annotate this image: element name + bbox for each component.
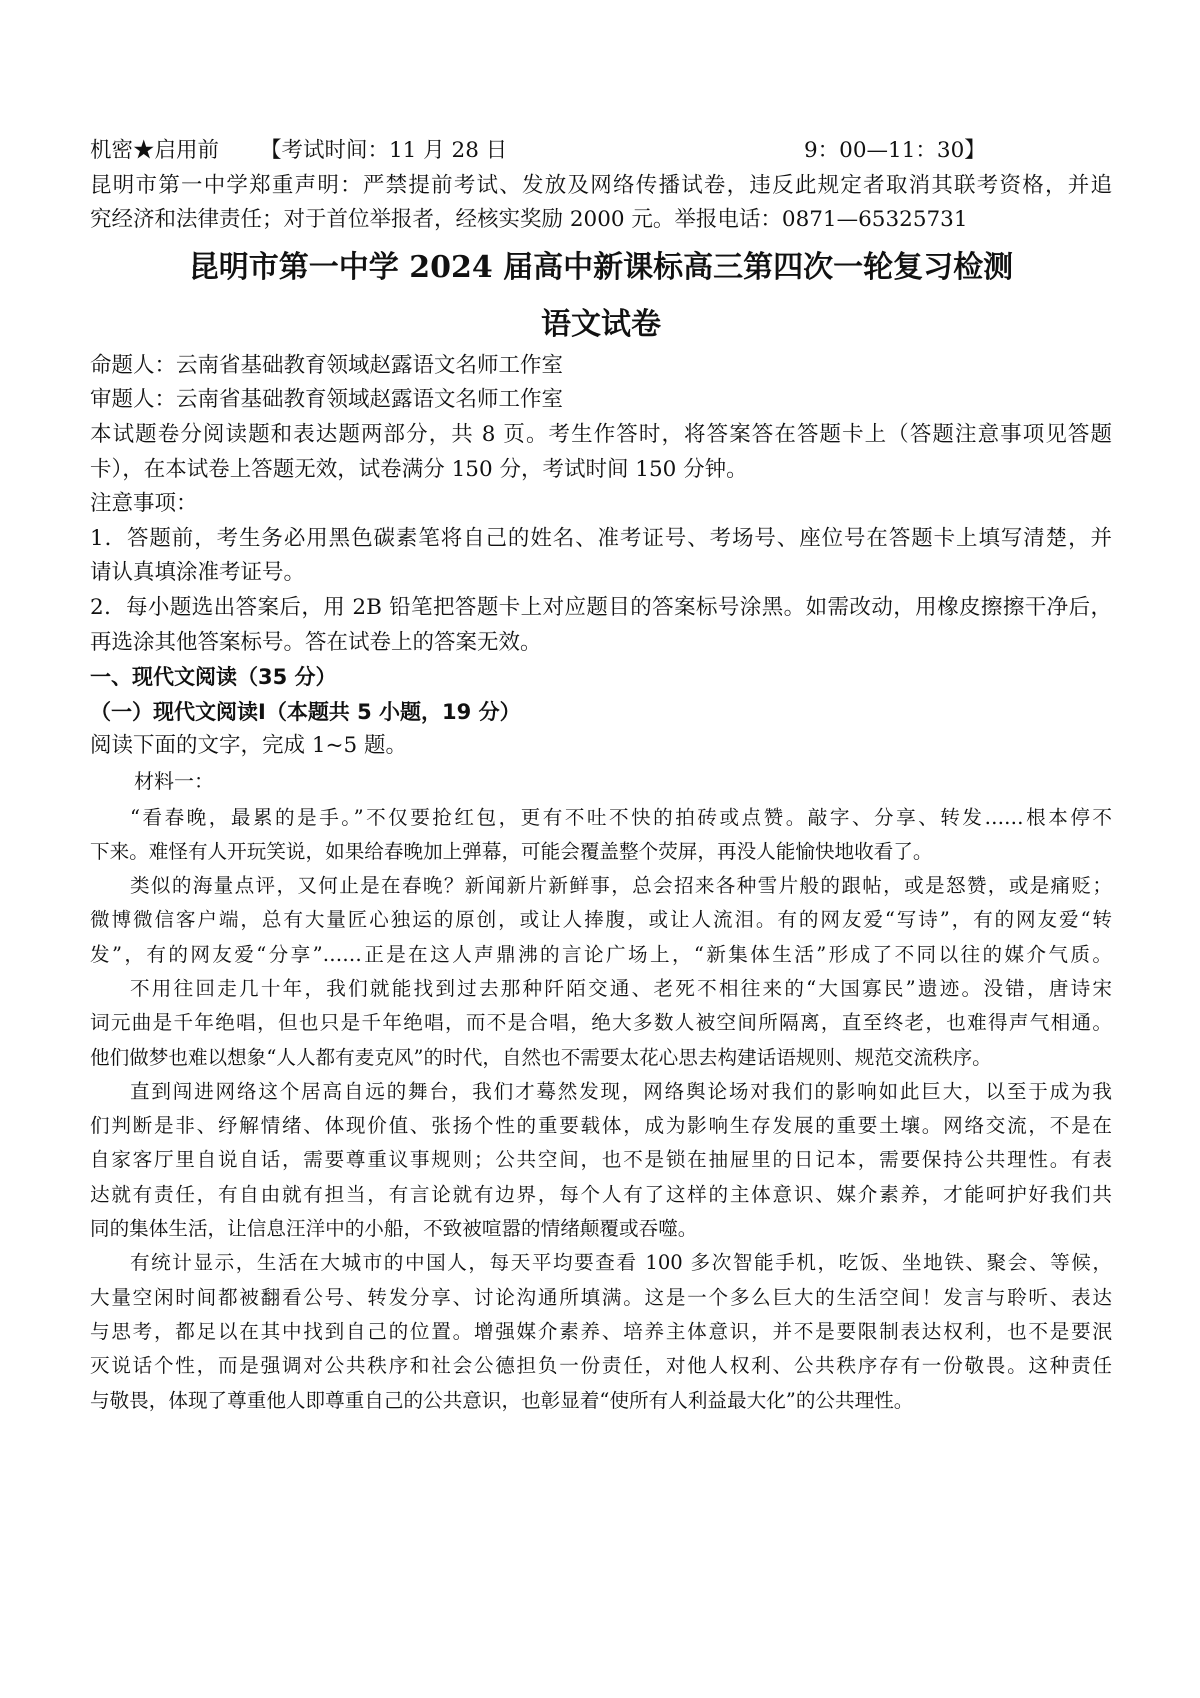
exam-date: 【考试时间：11 月 28 日 [260,138,508,163]
article-line: 不用往回走几十年，我们就能找到过去那种阡陌交通、老死不相往来的“大国寡民”遗迹。没错，唐诗宋 [130,976,1112,1000]
article-line: 与思考，都足以在其中找到自己的位置。增强媒介素养、培养主体意识，并不是要限制表达权利，也不是要泯 [90,1319,1112,1343]
reviewer-line: 审题人：云南省基础教育领域赵露语文名师工作室 [90,387,564,413]
article-line: 同的集体生活，让信息汪洋中的小船，不致被喧嚣的情绪颠覆或吞噬。 [90,1217,698,1241]
exam-title: 昆明市第一中学 2024 届高中新课标高三第四次一轮复习检测 [188,249,1014,285]
article-line: 类似的海量点评，又何止是在春晚？新闻新片新鲜事，总会招来各种雪片般的跟帖，或是怒赞，或是痛贬； [130,874,1112,898]
note-2-line-1: 2．每小题选出答案后，用 2B 铅笔把答题卡上对应题目的答案标号涂黑。如需改动，用橡皮擦擦干净后， [90,594,1112,620]
subsection-heading: （一）现代文阅读Ⅰ（本题共 5 小题，19 分） [90,699,521,724]
article-line: 直到闯进网络这个居高自远的舞台，我们才蓦然发现，网络舆论场对我们的影响如此巨大，以至于成为我 [130,1079,1112,1103]
article-line: 词元曲是千年绝唱，但也只是千年绝唱，而不是合唱，绝大多数人被空间所隔离，直至终老，也难得声气相通。 [90,1011,1112,1035]
article-line: 们判断是非、纾解情绪、体现价值、张扬个性的重要载体，成为影响生存发展的重要土壤。网络交流，不是在 [90,1114,1112,1138]
article-line: 他们做梦也难以想象“人人都有麦克风”的时代，自然也不需要太花心思去构建话语规则、规范交流秩序。 [90,1045,992,1069]
statement-line-2: 究经济和法律责任；对于首位举报者，经核实奖励 2000 元。举报电话：0871—65325731 [90,207,968,233]
article-body [90,801,1112,1418]
note-1-line-1: 1．答题前，考生务必用黑色碳素笔将自己的姓名、准考证号、考场号、座位号在答题卡上填写清楚，并 [90,525,1112,551]
article-line: 大量空闲时间都被翻看公号、转发分享、讨论沟通所填满。这是一个多么巨大的生活空间！发言与聆听、表达 [90,1285,1112,1309]
article-line: 微博微信客户端，总有大量匠心独运的原创，或让人捧腹，或让人流泪。有的网友爱“写诗”，有的网友爱“转 [90,908,1112,932]
material-label: 材料一： [134,768,214,793]
article-line: 达就有责任，有自由就有担当，有言论就有边界，每个人有了这样的主体意识、媒介素养，才能呵护好我们共 [90,1182,1112,1206]
intro-line-2: 卡），在本试卷上答题无效，试卷满分 150 分，考试时间 150 分钟。 [90,456,748,482]
article-line: “看春晚，最累的是手。”不仅要抢红包，更有不吐不快的拍砖或点赞。敲字、分享、转发……根本停不 [130,805,1112,829]
statement-line-1: 昆明市第一中学郑重声明：严禁提前考试、发放及网络传播试卷，违反此规定者取消其联考资格，并追 [90,172,1112,198]
article-line: 下来。难怪有人开玩笑说，如果给春晚加上弹幕，可能会覆盖整个荧屏，再没人能愉快地收看了。 [90,839,933,863]
article-line: 发”，有的网友爱“分享”……正是在这人声鼎沸的言论广场上，“新集体生活”形成了不同以往的媒介气质。 [90,942,1112,966]
article-line: 有统计显示，生活在大城市的中国人，每天平均要查看 100 多次智能手机，吃饭、坐地铁、聚会、等候， [130,1251,1112,1275]
exam-time-range: 9：00—11：30】 [804,138,986,163]
article-line: 与敬畏，体现了尊重他人即尊重自己的公共意识，也彰显着“使所有人利益最大化”的公共理性。 [90,1388,914,1412]
intro-line-1: 本试题卷分阅读题和表达题两部分，共 8 页。考生作答时，将答案答在答题卡上（答题注意事项见答题 [90,421,1112,447]
exam-page [90,134,1112,1418]
article-line: 灭说话个性，而是强调对公共秩序和社会公德担负一份责任，对他人权利、公共秩序存有一份敬畏。这种责任 [90,1354,1112,1378]
article-line: 自家客厅里自说自话，需要尊重议事规则；公共空间，也不是锁在抽屉里的日记本，需要保持公共理性。有表 [90,1148,1112,1172]
setter-line: 命题人：云南省基础教育领域赵露语文名师工作室 [90,352,564,378]
reading-instruction: 阅读下面的文字，完成 1~5 题。 [90,733,408,759]
confidential-mark: 机密★启用前 [90,138,220,163]
section-heading: 一、现代文阅读（35 分） [90,665,337,690]
note-2-line-2: 再选涂其他答案标号。答在试卷上的答案无效。 [90,629,542,655]
exam-header [90,134,1112,169]
note-1-line-2: 请认真填涂准考证号。 [90,560,306,586]
notes-heading: 注意事项： [90,491,198,517]
exam-subtitle: 语文试卷 [541,306,661,342]
